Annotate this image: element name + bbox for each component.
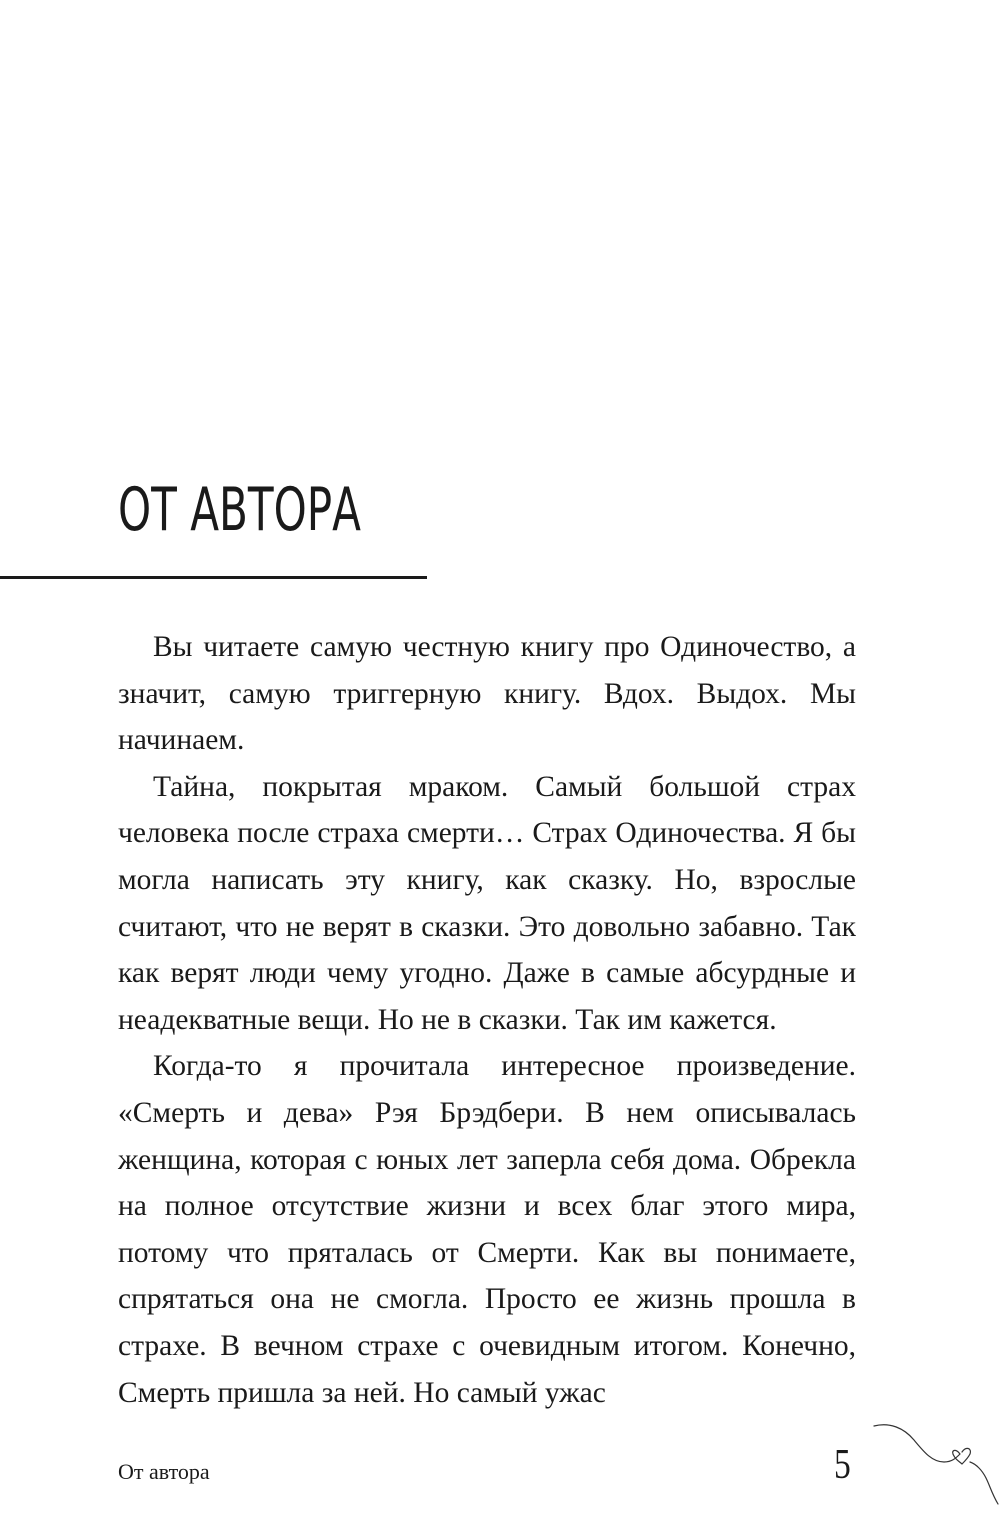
paragraph: Тайна, покрытая мраком. Самый большой страх человека после страха смерти… Страх Одиночества. Я бы могла написать эту книгу, как сказку. Но, взрослые считают, что не верят в сказки. Это довольно забавно. Так как верят люди чему угодно. Даже в самые абсурдные и неадекватные вещи. Но не в сказки. Так им кажется.: [118, 770, 856, 1036]
heart-flourish-icon: [870, 1418, 1000, 1508]
paragraph: Когда-то я прочитала интересное произведение. «Смерть и дева» Рэя Брэдбери. В нем описывалась женщина, которая с юных лет заперла себя дома. Обрекла на полное отсутствие жизни и всех благ этого мира, потому что пряталась от Смерти. Как вы понимаете, спрятаться она не смогла. Просто ее жизнь прошла в страхе. В вечном страхе с очевидным итогом. Конечно, Смерть пришла за ней. Но самый ужас: [118, 1050, 856, 1409]
body-text: [118, 624, 856, 1416]
paragraph: Вы читаете самую честную книгу про Одиночество, а значит, самую триггерную книгу. Вдох. Выдох. Мы начинаем.: [118, 631, 856, 757]
page-number: 5: [834, 1442, 851, 1488]
title-divider: [0, 576, 427, 579]
running-footer: От автора: [118, 1459, 210, 1484]
chapter-title: ОТ АВТОРА: [118, 475, 361, 545]
